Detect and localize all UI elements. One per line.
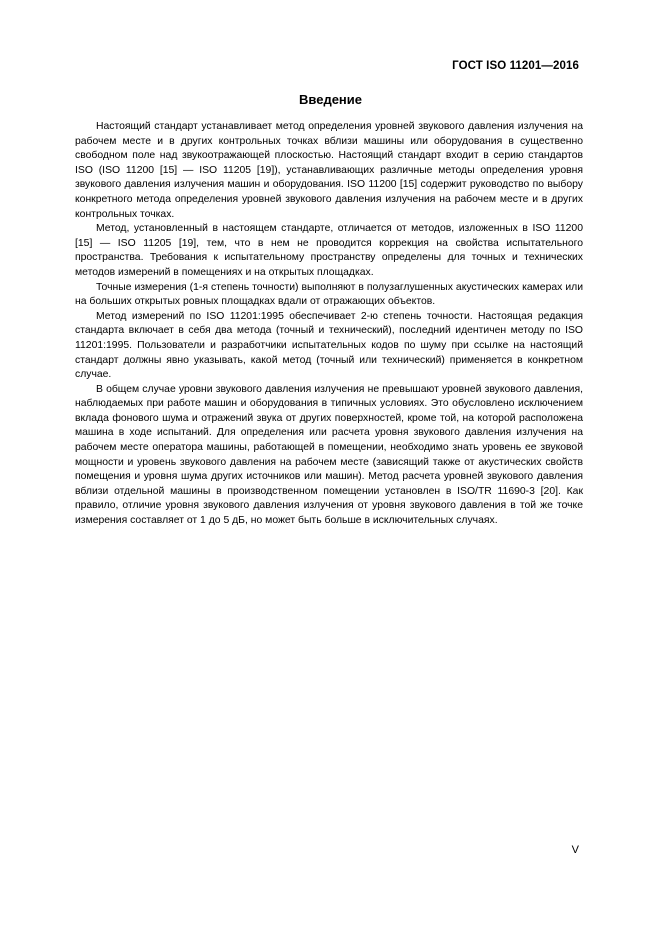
page-number: V <box>571 844 579 856</box>
paragraph-5: В общем случае уровни звукового давления излучения не превышают уровней звукового давления, наблюдаемых при работе машин и оборудования в типичных условиях. Это обусловлено исключением вклада фонового шума и отражений звука от других поверхностей, кроме той, на которой расположена машина в ходе испытаний. Для определения или расчета уровня звукового давления излучения на рабочем месте оператора машины, работающей в помещении, необходимо знать уровень ее звуковой мощности и уровень звукового давления на рабочем месте (зависящий также от акустических свойств помещения и уровня шума других источников или машин). Метод расчета уровней звукового давления вблизи отдельной машины в производственном помещении установлен в ISO/TR 11690-3 [20]. Как правило, отличие уровня звукового давления излучения от уровня звукового давления в той же точке измерения составляет от 1 до 5 дБ, но может быть больше в исключительных случаях. <box>75 383 583 527</box>
paragraph-4: Метод измерений по ISO 11201:1995 обеспечивает 2-ю степень точности. Настоящая редакция стандарта включает в себя два метода (точный и технический), последний идентичен методу по ISO 11201:1995. Пользователи и разработчики испытательных кодов по шуму при ссылке на настоящий стандарт должны явно указывать, какой метод (точный или технический) применяется в конкретном случае. <box>75 310 583 381</box>
document-code-header: ГОСТ ISO 11201—2016 <box>452 60 579 72</box>
body-text <box>75 120 583 529</box>
section-title: Введение <box>299 92 362 107</box>
paragraph-1: Настоящий стандарт устанавливает метод определения уровней звукового давления излучения на рабочем месте и в других контрольных точках вблизи машины или оборудования в существенно свободном поле над звукоотражающей плоскостью. Настоящий стандарт входит в серию стандартов ISO (ISO 11200 [15] — ISO 11205 [19]), устанавливающих различные методы определения уровня звукового давления излучения машин и оборудования. ISO 11200 [15] содержит руководство по выбору конкретного метода определения уровней звукового давления излучения на рабочем месте и в других контрольных точках. <box>75 121 583 220</box>
paragraph-3: Точные измерения (1-я степень точности) выполняют в полузаглушенных акустических камерах или на больших открытых ровных площадках вдали от отражающих объектов. <box>75 281 583 308</box>
paragraph-2: Метод, установленный в настоящем стандарте, отличается от методов, изложенных в ISO 11200 [15] — ISO 11205 [19], тем, что в нем не проводится коррекция на свойства испытательного пространства. Требования к испытательному пространству определены для точных и технических методов измерений в помещениях и на открытых площадках. <box>75 223 583 278</box>
